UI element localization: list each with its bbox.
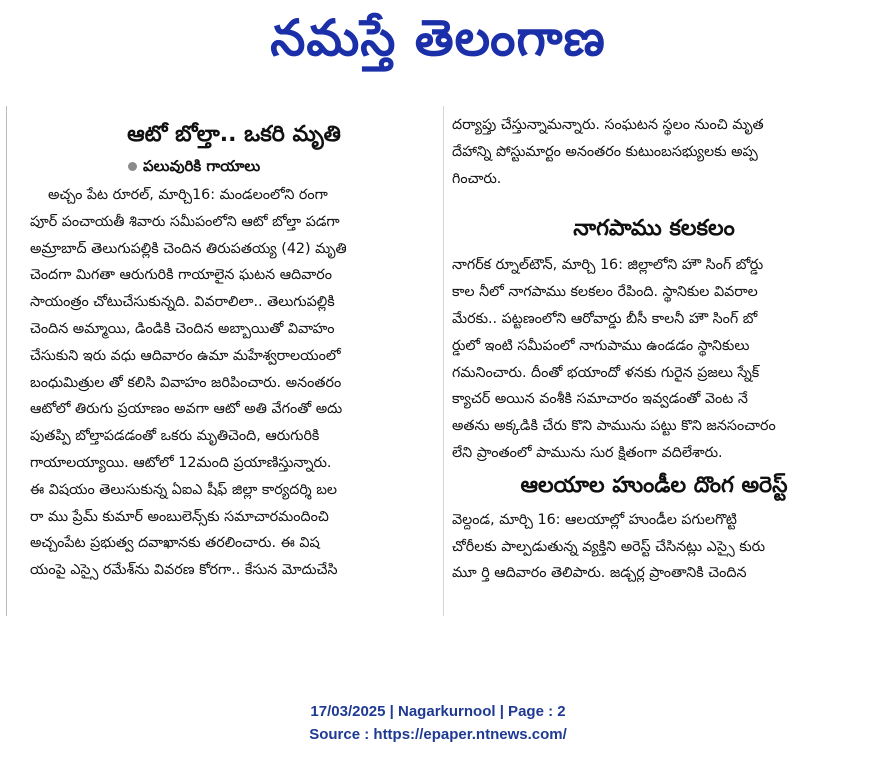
- footer-source: Source : https://epaper.ntnews.com/: [309, 726, 567, 743]
- body-line: చెందిన అమ్మాయి, డిండికి చెందిన అబ్బాయితో వివాహం: [30, 320, 335, 337]
- body-line: క్యాచర్‌ అయిన వంశీకి సమాచారం ఇవ్వడంతో వెంట నే: [452, 391, 748, 408]
- footer: [0, 700, 876, 746]
- body-line: లేని ప్రాంతంలో పామును సుర క్షితంగా వదిలేశారు.: [452, 444, 723, 461]
- auto-accident-subhead: [128, 154, 438, 178]
- newspaper-clipping: [6, 106, 868, 616]
- body-line: చెందగా మిగతా ఆరుగురికి గాయాలైన ఘటన ఆదివారం: [30, 267, 332, 284]
- body-line: గించారు.: [452, 170, 502, 187]
- footer-date-page: 17/03/2025 | Nagarkurnool | Page : 2: [310, 703, 566, 720]
- auto-accident-headline: ఆటో బోల్తా.. ఒకరి మృతి: [127, 122, 341, 147]
- body-line: దర్యాప్తు చేస్తున్నామన్నారు. సంఘటన స్థలం నుంచి మృత: [452, 117, 764, 133]
- auto-accident-subhead-text: పలువురికి గాయాలు: [143, 157, 261, 175]
- body-line: కాల నీలో నాగపాము కలకలం రేపింది. స్థానికుల వివరాల: [452, 284, 758, 301]
- masthead-title: నమస్తే తెలంగాణ: [270, 9, 606, 67]
- auto-accident-continuation: [452, 112, 856, 192]
- body-line: చేసుకుని ఇరు వధు ఆదివారం ఉమా మహేశ్వరాలయంలో: [30, 347, 341, 364]
- body-line: పుతప్పి బోల్తాపడడంతో ఒకరు మృతిచెంది, ఆరుగురికి: [30, 428, 320, 445]
- body-line: మూ ర్తి ఆదివారం తెలిపారు. జడ్చర్ల ప్రాంతానికి చెందిన: [452, 565, 747, 582]
- snake-headline: నాగపాము కలకలం: [573, 216, 735, 242]
- body-line: రా ము ప్రేమ్‌ కుమార్‌ అంబులెన్స్‌కు సమాచారమందించి: [30, 508, 329, 525]
- body-line: సాయంత్రం చోటుచేసుకున్నది. వివరాలిలా.. తెలుగుపల్లికి: [30, 294, 335, 311]
- body-line: గమనించారు. దీంతో భయాందో ళనకు గురైన ప్రజలు స్నేక్‌: [452, 364, 760, 381]
- auto-accident-body: [30, 182, 438, 584]
- body-line: బంధుమిత్రుల తో కలిసి వివాహం జరిపించారు. అనంతరం: [30, 374, 342, 391]
- body-line: అతను అక్కడికి చేరు కొని పామును పట్టు కొని జనసంచారం: [452, 418, 776, 435]
- body-line: నాగర్‌క ర్నూల్‌టౌన్‌, మార్చి 16: జిల్లాలోని హౌ సింగ్‌ బోర్డు: [452, 257, 764, 274]
- left-column-rule: [6, 106, 7, 616]
- body-line: ఆటోలో తిరుగు ప్రయాణం అవగా ఆటో అతి వేగంతో అదు: [30, 401, 343, 418]
- left-column: [30, 106, 438, 584]
- right-column: [452, 106, 856, 587]
- body-line: పూర్‌ పంచాయతీ శివారు సమీపంలోని ఆటో బోల్తా పడగా: [30, 213, 340, 230]
- body-line: దేహాన్ని పోస్టుమార్టం అనంతరం కుటుంబసభ్యులకు అప్ప: [452, 143, 758, 160]
- body-line: అచ్చం పేట రూరల్‌, మార్చి16: మండలంలోని రంగా: [48, 187, 328, 203]
- hundi-theft-headline: ఆలయాల హుండీల దొంగ అరెస్ట్‌: [520, 472, 788, 498]
- masthead: [0, 6, 876, 70]
- body-line: వెల్దండ, మార్చి 16: ఆలయాల్లో హుండీల పగులగొట్టి: [452, 511, 737, 528]
- body-line: అచ్చంపేట ప్రభుత్వ దవాఖానకు తరలించారు. ఈ విష: [30, 535, 320, 552]
- body-line: ర్డులో ఇంటి సమీపంలో నాగుపాము ఉండడం స్థానికులు: [452, 337, 750, 354]
- body-line: యంపై ఎస్సై రమేశ్‌ను వివరణ కోరగా.. కేసున మోదుచేసి: [30, 562, 338, 579]
- body-line: చోరీలకు పాల్పడుతున్న వ్యక్తిని అరెస్ట్‌ చేసినట్లు ఎస్సై కురు: [452, 538, 766, 555]
- body-line: అమ్రాబాద్‌ తెలుగుపల్లికి చెందిన తిరుపతయ్య (42) మృతి: [30, 240, 347, 257]
- column-divider: [443, 106, 444, 616]
- body-line: గాయాలయ్యాయి. ఆటోలో 12మంది ప్రయాణిస్తున్నారు.: [30, 454, 332, 471]
- hundi-theft-body: [452, 507, 856, 587]
- body-line: మేరకు.. పట్టణంలోని ఆరోవార్డు బీసీ కాలనీ హౌ సింగ్‌ బో: [452, 310, 758, 327]
- snake-body: [452, 252, 856, 466]
- bullet-icon: [128, 162, 137, 171]
- body-line: ఈ విషయం తెలుసుకున్న ఏఐఎ షీఫ్‌ జిల్లా కార్యదర్శి బల: [30, 481, 338, 498]
